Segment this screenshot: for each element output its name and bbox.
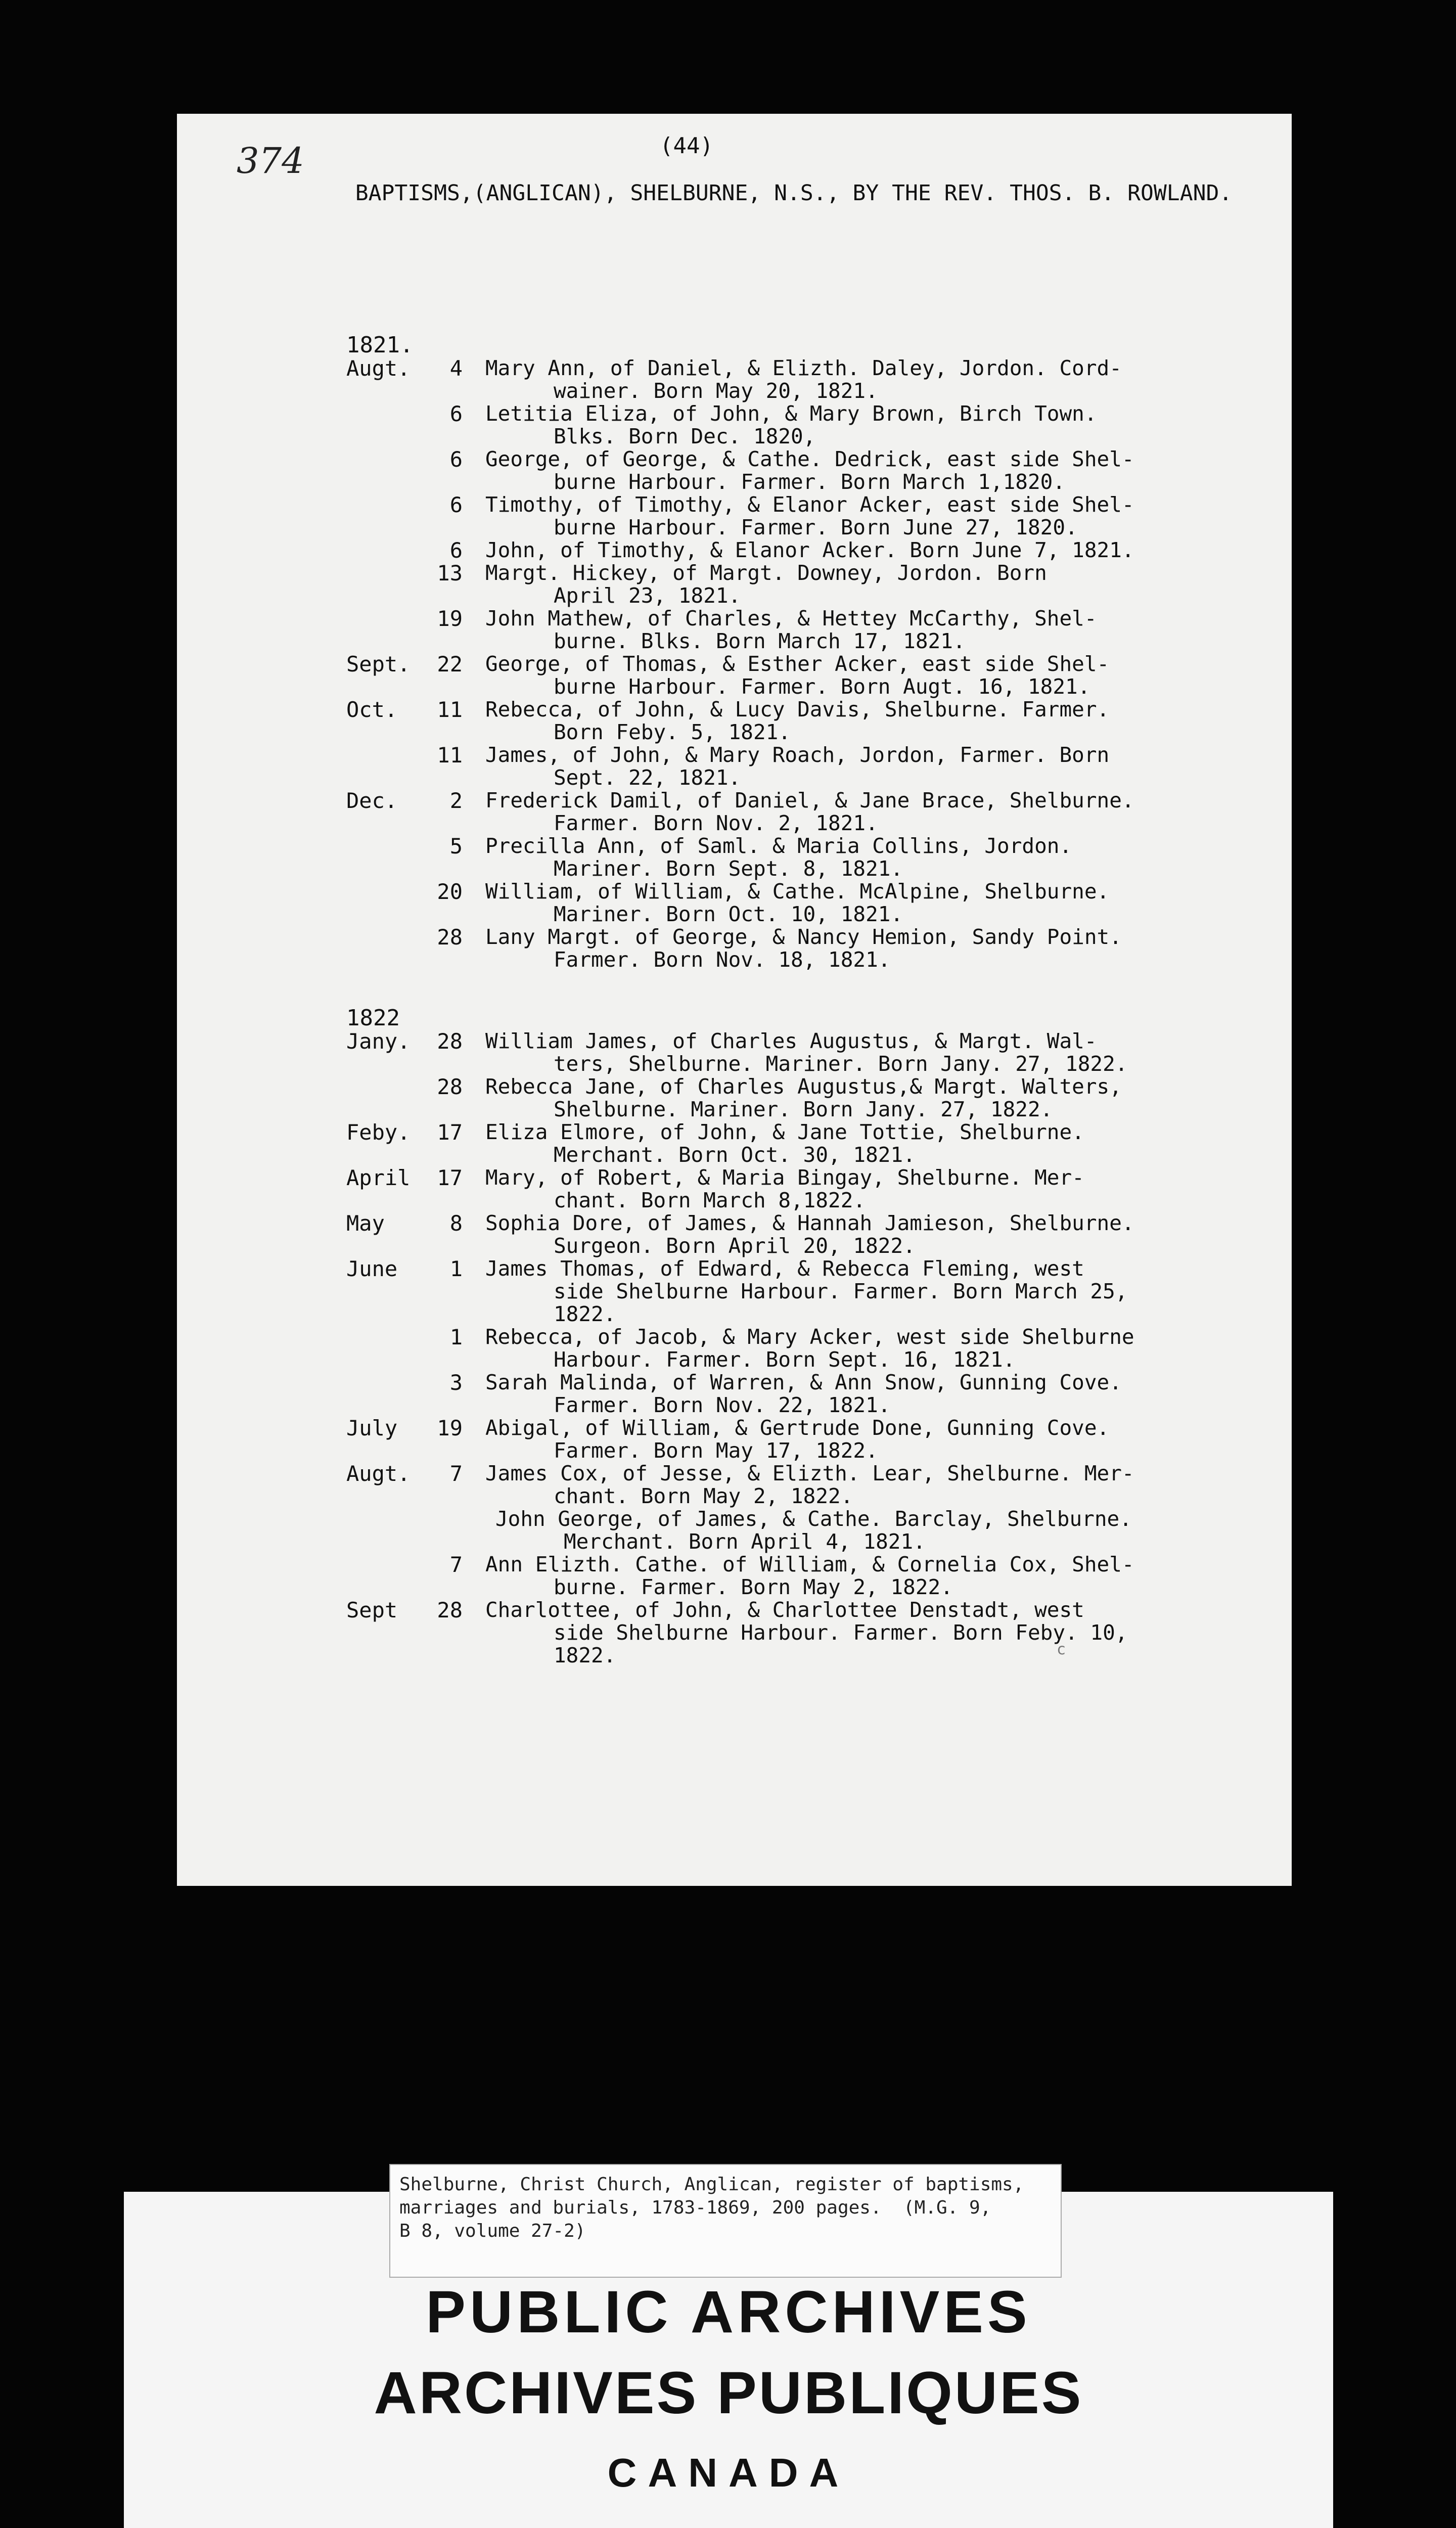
page-number: (44) [660, 133, 713, 159]
baptism-entry [346, 1417, 1277, 1462]
entry-month: Feby. [346, 1120, 411, 1145]
entry-day: 17 [437, 1120, 463, 1145]
entry-text-line1: Lany Margt. of George, & Nancy Hemion, Sandy Point. [485, 925, 1122, 949]
entry-day: 5 [449, 834, 463, 859]
entry-month: Dec. [346, 788, 398, 813]
baptism-entry [346, 448, 1277, 493]
entry-day: 6 [449, 447, 463, 472]
baptism-entry [346, 835, 1277, 880]
entry-month: Augt. [346, 356, 411, 381]
entry-text-line1: James Thomas, of Edward, & Rebecca Fleming, west [485, 1256, 1084, 1281]
baptism-entry [346, 653, 1277, 698]
entry-day: 7 [449, 1461, 463, 1486]
entry-text-line2: Merchant. Born April 4, 1821. [564, 1529, 926, 1554]
page-title: BAPTISMS,(ANGLICAN), SHELBURNE, N.S., BY THE REV. THOS. B. ROWLAND. [355, 180, 1233, 206]
baptism-entry [346, 1508, 1277, 1553]
baptism-entry [346, 744, 1277, 789]
entry-text-line2: burne Harbour. Farmer. Born March 1,1820. [554, 470, 1066, 494]
handwritten-folio-number: 374 [237, 140, 304, 182]
baptism-entry [346, 1462, 1277, 1508]
entry-month: May [346, 1211, 385, 1236]
entry-day: 19 [437, 1416, 463, 1440]
entry-text-line1: Margt. Hickey, of Margt. Downey, Jordon. Born [485, 561, 1047, 585]
entry-text-line2: side Shelburne Harbour. Farmer. Born March 25, 1822. [554, 1279, 1128, 1326]
entry-day: 7 [449, 1552, 463, 1577]
entry-text-line2: burne Harbour. Farmer. Born Augt. 16, 1821. [554, 674, 1090, 699]
entry-day: 1 [449, 1325, 463, 1349]
entry-text-line2: Merchant. Born Oct. 30, 1821. [554, 1143, 916, 1167]
entry-text-line2: Surgeon. Born April 20, 1822. [554, 1234, 916, 1258]
year-heading: 1821. [346, 332, 414, 358]
baptism-entry [346, 1166, 1277, 1212]
entry-text-line2: Mariner. Born Sept. 8, 1821. [554, 856, 903, 881]
entry-month: April [346, 1165, 411, 1190]
entry-text-line1: Ann Elizth. Cathe. of William, & Cornelia Cox, Shel- [485, 1552, 1134, 1576]
baptism-entry [346, 1212, 1277, 1257]
entry-text-line2: burne. Farmer. Born May 2, 1822. [554, 1575, 953, 1599]
baptism-entry [346, 1371, 1277, 1417]
entry-text-line2: Mariner. Born Oct. 10, 1821. [554, 902, 903, 926]
entry-day: 6 [449, 492, 463, 517]
entry-day: 20 [437, 879, 463, 904]
archives-title-fr: ARCHIVES PUBLIQUES [374, 2360, 1083, 2426]
entry-text-line2: chant. Born May 2, 1822. [554, 1484, 853, 1508]
entry-text-line1: Abigal, of William, & Gertrude Done, Gunning Cove. [485, 1416, 1110, 1440]
entry-day: 28 [437, 1074, 463, 1099]
entry-text-line2: Shelburne. Mariner. Born Jany. 27, 1822. [554, 1097, 1053, 1121]
baptism-entry [346, 880, 1277, 926]
catalogue-tag: Shelburne, Christ Church, Anglican, register of baptisms, marriages and burials, 1783-1869, 200 pages. (M.G. 9, B 8, volume 27-2) [389, 2164, 1062, 2278]
archives-title-en: PUBLIC ARCHIVES [426, 2279, 1031, 2345]
entry-text-line1: James, of John, & Mary Roach, Jordon, Farmer. Born [485, 743, 1110, 767]
archives-card [124, 2174, 1333, 2528]
entry-text-line1: John George, of James, & Cathe. Barclay, Shelburne. [495, 1507, 1132, 1531]
entry-text-line2: chant. Born March 8,1822. [554, 1188, 866, 1212]
entry-month: July [346, 1416, 398, 1440]
entry-text-line2: Born Feby. 5, 1821. [554, 720, 791, 744]
entry-text-line1: Eliza Elmore, of John, & Jane Tottie, Shelburne. [485, 1120, 1084, 1144]
baptism-entry [346, 1075, 1277, 1121]
year-heading: 1822 [346, 1005, 400, 1031]
entry-day: 1 [449, 1256, 463, 1281]
baptism-entry [346, 1257, 1277, 1326]
entry-text-line1: Timothy, of Timothy, & Elanor Acker, east side Shel- [485, 492, 1134, 517]
entry-day: 4 [449, 356, 463, 381]
entry-text-line2: wainer. Born May 20, 1821. [554, 379, 878, 403]
entry-text-line1: Sophia Dore, of James, & Hannah Jamieson, Shelburne. [485, 1211, 1134, 1235]
entry-text-line1: Rebecca, of Jacob, & Mary Acker, west side Shelburne [485, 1325, 1134, 1349]
entry-month: Sept [346, 1598, 398, 1622]
entry-day: 28 [437, 1029, 463, 1054]
entry-text-line1: George, of Thomas, & Esther Acker, east side Shel- [485, 652, 1110, 676]
entry-text-line1: Rebecca Jane, of Charles Augustus,& Margt. Walters, [485, 1074, 1122, 1099]
entry-text-line2: Farmer. Born Nov. 22, 1821. [554, 1393, 891, 1417]
baptism-entry [346, 1599, 1277, 1667]
archives-country: CANADA [607, 2450, 850, 2495]
baptism-entry [346, 1121, 1277, 1166]
entry-text-line1: Sarah Malinda, of Warren, & Ann Snow, Gunning Cove. [485, 1370, 1122, 1394]
entry-day: 11 [437, 743, 463, 768]
baptism-entry [346, 402, 1277, 448]
entry-text-line1: John, of Timothy, & Elanor Acker. Born June 7, 1821. [485, 538, 1134, 562]
entry-text-line1: William, of William, & Cathe. McAlpine, Shelburne. [485, 879, 1110, 904]
baptism-entry [346, 493, 1277, 539]
baptism-entry [346, 789, 1277, 835]
entry-text-line2: Harbour. Farmer. Born Sept. 16, 1821. [554, 1347, 1016, 1372]
entry-day: 6 [449, 538, 463, 563]
entry-day: 17 [437, 1165, 463, 1190]
entry-text-line2: Blks. Born Dec. 1820, [554, 424, 816, 448]
baptism-entry [346, 539, 1277, 562]
entry-month: Augt. [346, 1461, 411, 1486]
baptism-entry [346, 698, 1277, 744]
entry-month: June [346, 1256, 398, 1281]
entry-day: 28 [437, 1598, 463, 1622]
entry-text-line1: William James, of Charles Augustus, & Margt. Wal- [485, 1029, 1097, 1053]
entry-day: 8 [449, 1211, 463, 1236]
entry-text-line1: Mary, of Robert, & Maria Bingay, Shelburne. Mer- [485, 1165, 1084, 1190]
entry-text-line2: ters, Shelburne. Mariner. Born Jany. 27, 1822. [554, 1052, 1128, 1076]
entry-day: 13 [437, 561, 463, 585]
stray-mark: c [1057, 1641, 1066, 1658]
baptism-entry [346, 357, 1277, 402]
entry-month: Jany. [346, 1029, 411, 1054]
entry-text-line2: Sept. 22, 1821. [554, 765, 741, 790]
entry-text-line2: side Shelburne Harbour. Farmer. Born Feby. 10, 1822. [554, 1620, 1128, 1667]
entry-text-line1: Frederick Damil, of Daniel, & Jane Brace, Shelburne. [485, 788, 1134, 812]
entry-text-line1: George, of George, & Cathe. Dedrick, east side Shel- [485, 447, 1134, 471]
entry-text-line1: John Mathew, of Charles, & Hettey McCarthy, Shel- [485, 606, 1097, 630]
entry-text-line1: James Cox, of Jesse, & Elizth. Lear, Shelburne. Mer- [485, 1461, 1134, 1485]
entry-text-line1: Precilla Ann, of Saml. & Maria Collins, Jordon. [485, 834, 1072, 858]
entry-text-line2: burne. Blks. Born March 17, 1821. [554, 629, 966, 653]
baptism-entry [346, 562, 1277, 607]
entry-text-line1: Charlottee, of John, & Charlottee Denstadt, west [485, 1598, 1084, 1622]
entry-text-line1: Letitia Eliza, of John, & Mary Brown, Birch Town. [485, 401, 1097, 426]
entry-day: 22 [437, 652, 463, 676]
baptism-entry [346, 926, 1277, 971]
entry-day: 28 [437, 925, 463, 950]
entry-text-line2: burne Harbour. Farmer. Born June 27, 1820. [554, 515, 1078, 539]
entry-day: 19 [437, 606, 463, 631]
entry-month: Oct. [346, 697, 398, 722]
entry-text-line2: Farmer. Born May 17, 1822. [554, 1438, 878, 1463]
entry-day: 2 [449, 788, 463, 813]
entry-day: 11 [437, 697, 463, 722]
entry-day: 6 [449, 401, 463, 426]
baptism-entry [346, 607, 1277, 653]
baptism-entry [346, 1326, 1277, 1371]
baptism-register [346, 334, 1277, 1667]
entry-text-line2: Farmer. Born Nov. 18, 1821. [554, 947, 891, 972]
baptism-entry [346, 1553, 1277, 1599]
entry-month: Sept. [346, 652, 411, 676]
entry-text-line2: April 23, 1821. [554, 583, 741, 608]
entry-text-line1: Mary Ann, of Daniel, & Elizth. Daley, Jordon. Cord- [485, 356, 1122, 380]
entry-day: 3 [449, 1370, 463, 1395]
baptism-entry [346, 1030, 1277, 1075]
entry-text-line1: Rebecca, of John, & Lucy Davis, Shelburne. Farmer. [485, 697, 1110, 721]
entry-text-line2: Farmer. Born Nov. 2, 1821. [554, 811, 878, 835]
document-page [177, 114, 1292, 1886]
